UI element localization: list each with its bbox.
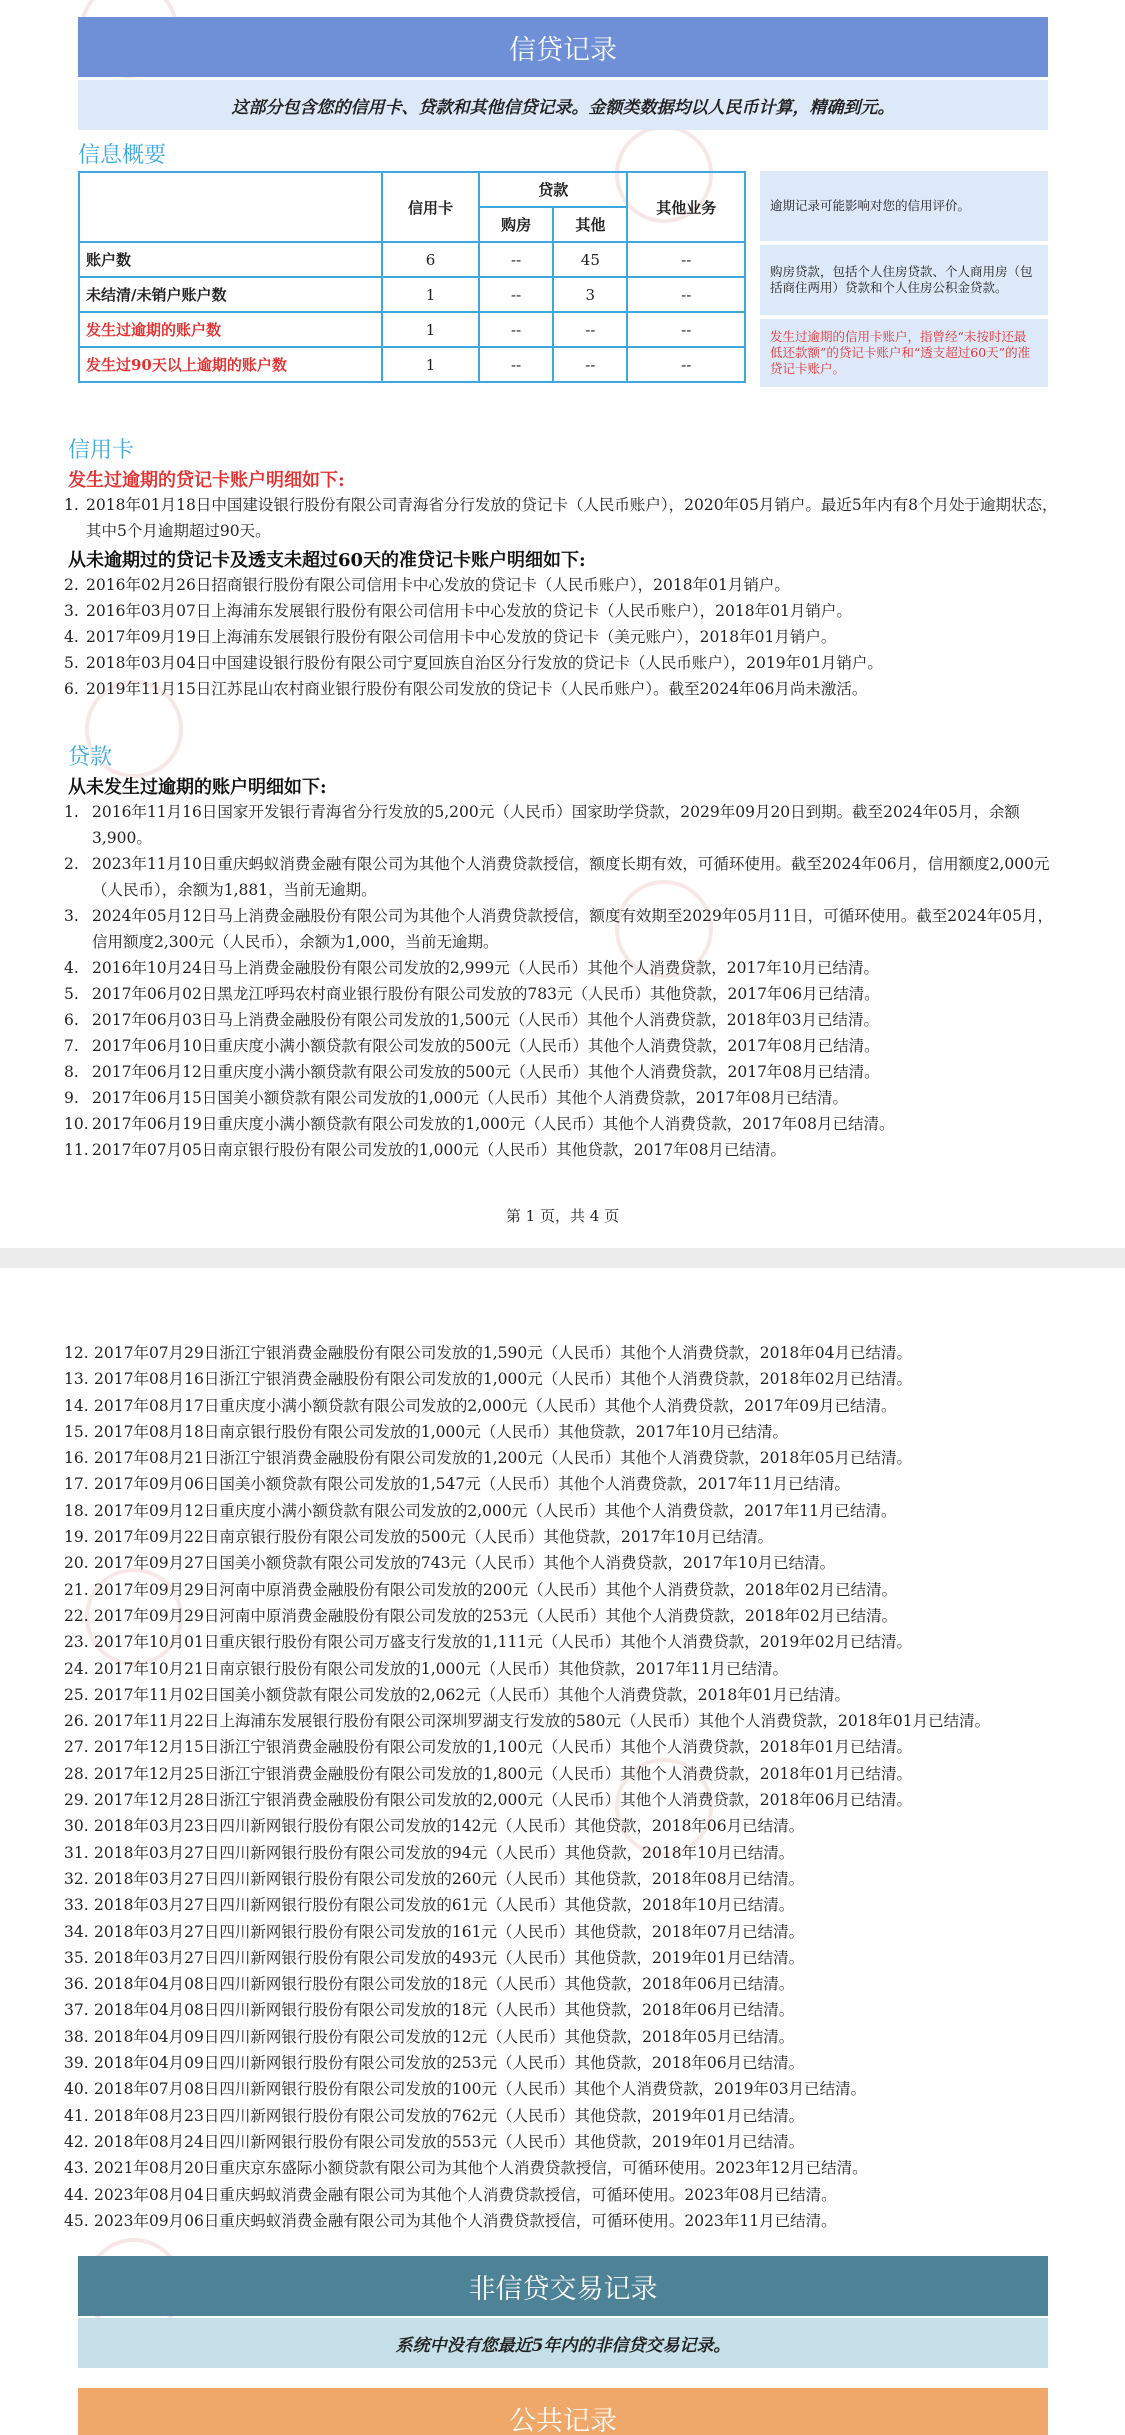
cell-other: -- [553, 347, 627, 382]
item-number: 24. [64, 1659, 89, 1678]
table-row [79, 312, 745, 347]
list-item [64, 1340, 1084, 1366]
item-text: 2017年12月28日浙江宁银消费金融股份有限公司发放的2,000元（人民币）其他个人消费贷款，2018年06月已结清。 [94, 1791, 912, 1810]
item-text: 2018年03月27日四川新网银行股份有限公司发放的493元（人民币）其他贷款，2019年01月已结清。 [94, 1948, 805, 1967]
item-number: 20. [64, 1554, 89, 1573]
item-number: 38. [64, 2027, 89, 2046]
item-text: 2018年03月04日中国建设银行股份有限公司宁夏回族自治区分行发放的贷记卡（人民币账户），2019年01月销户。 [86, 654, 883, 672]
list-item [64, 851, 1058, 903]
item-number: 31. [64, 1843, 89, 1862]
overview-note-house: 购房贷款，包括个人住房贷款、个人商用房（包括商住两用）贷款和个人住房公积金贷款。 [760, 245, 1048, 315]
list-item [64, 1945, 1084, 1971]
overdue-card-list [64, 492, 1058, 544]
item-text: 2017年06月15日国美小额贷款有限公司发放的1,000元（人民币）其他个人消费贷款，2017年08月已结清。 [92, 1089, 848, 1107]
item-text: 2017年09月12日重庆度小满小额贷款有限公司发放的2,000元（人民币）其他个人消费贷款，2017年11月已结清。 [94, 1501, 897, 1520]
item-number: 2. [64, 576, 79, 594]
item-number: 28. [64, 1764, 89, 1783]
list-item [64, 1892, 1084, 1918]
item-number: 16. [64, 1449, 89, 1468]
item-text: 2017年12月25日浙江宁银消费金融股份有限公司发放的1,800元（人民币）其他个人消费贷款，2018年01月已结清。 [94, 1764, 912, 1783]
item-number: 13. [64, 1370, 89, 1389]
row-label: 发生过90天以上逾期的账户数 [79, 347, 382, 382]
list-item [64, 1111, 1058, 1137]
list-item [64, 2155, 1084, 2181]
item-text: 2017年10月21日南京银行股份有限公司发放的1,000元（人民币）其他贷款，2017年11月已结清。 [94, 1659, 788, 1678]
list-item [64, 2103, 1084, 2129]
item-number: 8. [64, 1063, 79, 1081]
item-number: 18. [64, 1501, 89, 1520]
cell-card: 1 [382, 347, 479, 382]
list-item [64, 1813, 1084, 1839]
overview-table [78, 171, 746, 383]
list-item [64, 1471, 1084, 1497]
list-item [64, 1656, 1084, 1682]
list-item [64, 598, 1058, 624]
col-other: 其他 [553, 207, 627, 242]
credit-record-subtitle: 这部分包含您的信用卡、贷款和其他信贷记录。金额类数据均以人民币计算，精确到元。 [78, 80, 1048, 130]
overdue-card-heading: 发生过逾期的贷记卡账户明细如下: [68, 470, 345, 491]
item-number: 6. [64, 1011, 79, 1029]
list-item [64, 492, 1058, 544]
row-label: 未结清/未销户账户数 [79, 277, 382, 312]
item-number: 25. [64, 1685, 89, 1704]
list-item [64, 1524, 1084, 1550]
item-text: 2017年06月12日重庆度小满小额贷款有限公司发放的500元（人民币）其他个人消费贷款，2017年08月已结清。 [92, 1063, 880, 1081]
item-text: 2018年03月27日四川新网银行股份有限公司发放的260元（人民币）其他贷款，2018年08月已结清。 [94, 1869, 805, 1888]
item-text: 2023年09月06日重庆蚂蚁消费金融有限公司为其他个人消费贷款授信，可循环使用。2023年11月已结清。 [94, 2211, 837, 2230]
item-number: 21. [64, 1580, 89, 1599]
item-text: 2017年08月17日重庆度小满小额贷款有限公司发放的2,000元（人民币）其他个人消费贷款，2017年09月已结清。 [94, 1396, 897, 1415]
item-number: 12. [64, 1344, 89, 1362]
list-item [64, 1787, 1084, 1813]
list-item [64, 1059, 1058, 1085]
list-item [64, 1761, 1084, 1787]
col-credit-card: 信用卡 [382, 172, 479, 242]
list-item [64, 2182, 1084, 2208]
list-item [64, 1366, 1084, 1392]
cell-card: 1 [382, 277, 479, 312]
item-text: 2018年08月23日四川新网银行股份有限公司发放的762元（人民币）其他贷款，2019年01月已结清。 [94, 2106, 805, 2125]
col-house: 购房 [479, 207, 553, 242]
item-text: 2017年09月19日上海浦东发展银行股份有限公司信用卡中心发放的贷记卡（美元账户），2018年01月销户。 [86, 628, 837, 646]
item-number: 43. [64, 2159, 89, 2178]
item-number: 40. [64, 2080, 89, 2099]
list-item [64, 981, 1058, 1007]
item-number: 11. [64, 1141, 89, 1159]
item-number: 3. [64, 602, 79, 620]
item-text: 2017年09月22日南京银行股份有限公司发放的500元（人民币）其他贷款，2017年10月已结清。 [94, 1528, 774, 1547]
list-item [64, 572, 1058, 598]
item-number: 32. [64, 1869, 89, 1888]
row-label: 账户数 [79, 242, 382, 277]
item-number: 37. [64, 2001, 89, 2020]
item-number: 9. [64, 1089, 79, 1107]
normal-card-heading: 从未逾期过的贷记卡及透支未超过60天的准贷记卡账户明细如下: [68, 550, 586, 571]
list-item [64, 1866, 1084, 1892]
loan-list-continued [64, 1340, 1084, 2234]
list-item [64, 2050, 1084, 2076]
item-text: 2018年03月27日四川新网银行股份有限公司发放的61元（人民币）其他贷款，2018年10月已结清。 [94, 1896, 795, 1915]
cell-card: 1 [382, 312, 479, 347]
list-item [64, 2129, 1084, 2155]
item-text: 2021年08月20日重庆京东盛际小额贷款有限公司为其他个人消费贷款授信，可循环使用。2023年12月已结清。 [94, 2159, 868, 2178]
cell-house: -- [479, 312, 553, 347]
cell-other: 45 [553, 242, 627, 277]
item-number: 6. [64, 680, 79, 698]
list-item [64, 650, 1058, 676]
list-item [64, 903, 1058, 955]
item-number: 7. [64, 1037, 79, 1055]
item-number: 33. [64, 1896, 89, 1915]
cell-biz: -- [627, 277, 745, 312]
credit-record-banner: 信贷记录 [78, 17, 1048, 77]
cell-biz: -- [627, 242, 745, 277]
item-text: 2023年11月10日重庆蚂蚁消费金融有限公司为其他个人消费贷款授信，额度长期有效，可循环使用。截至2024年06月，信用额度2,000元（人民币），余额为1,881，当前无逾期。 [92, 855, 1050, 899]
item-number: 19. [64, 1528, 89, 1547]
cell-other: -- [553, 312, 627, 347]
item-number: 42. [64, 2132, 89, 2151]
item-number: 1. [64, 803, 79, 821]
list-item [64, 1603, 1084, 1629]
credit-card-title: 信用卡 [68, 438, 135, 463]
list-item [64, 1682, 1084, 1708]
item-text: 2018年03月27日四川新网银行股份有限公司发放的94元（人民币）其他贷款，2018年10月已结清。 [94, 1843, 795, 1862]
item-text: 2017年12月15日浙江宁银消费金融股份有限公司发放的1,100元（人民币）其他个人消费贷款，2018年01月已结清。 [94, 1738, 912, 1757]
item-number: 39. [64, 2054, 89, 2073]
report-page-2 [0, 1268, 1125, 2435]
item-text: 2018年08月24日四川新网银行股份有限公司发放的553元（人民币）其他贷款，2019年01月已结清。 [94, 2132, 805, 2151]
list-item [64, 2076, 1084, 2102]
item-text: 2017年11月22日上海浦东发展银行股份有限公司深圳罗湖支行发放的580元（人民币）其他个人消费贷款，2018年01月已结清。 [94, 1712, 991, 1731]
cell-card: 6 [382, 242, 479, 277]
item-number: 30. [64, 1817, 89, 1836]
list-item [64, 1445, 1084, 1471]
item-text: 2019年11月15日江苏昆山农村商业银行股份有限公司发放的贷记卡（人民币账户）。截至2024年06月尚未激活。 [86, 680, 868, 698]
item-number: 34. [64, 1922, 89, 1941]
item-number: 23. [64, 1633, 89, 1652]
item-text: 2016年03月07日上海浦东发展银行股份有限公司信用卡中心发放的贷记卡（人民币账户），2018年01月销户。 [86, 602, 852, 620]
overview-note-card: 发生过逾期的信用卡账户，指曾经“未按时还最低还款额”的贷记卡账户和“透支超过60天”的准贷记卡账户。 [760, 319, 1048, 387]
item-text: 2016年02月26日招商银行股份有限公司信用卡中心发放的贷记卡（人民币账户），2018年01月销户。 [86, 576, 790, 594]
item-text: 2017年06月03日马上消费金融股份有限公司发放的1,500元（人民币）其他个人消费贷款，2018年03月已结清。 [92, 1011, 879, 1029]
item-text: 2017年11月02日国美小额贷款有限公司发放的2,062元（人民币）其他个人消费贷款，2018年01月已结清。 [94, 1685, 850, 1704]
item-text: 2017年07月29日浙江宁银消费金融股份有限公司发放的1,590元（人民币）其他个人消费贷款，2018年04月已结清。 [94, 1344, 912, 1362]
loan-title: 贷款 [68, 745, 113, 770]
list-item [64, 1550, 1084, 1576]
non-credit-subtitle: 系统中没有您最近5年内的非信贷交易记录。 [78, 2318, 1048, 2368]
item-text: 2016年11月16日国家开发银行青海省分行发放的5,200元（人民币）国家助学贷款，2029年09月20日到期。截至2024年05月，余额3,900。 [92, 803, 1020, 847]
item-number: 36. [64, 1975, 89, 1994]
item-text: 2017年10月01日重庆银行股份有限公司万盛支行发放的1,111元（人民币）其他个人消费贷款，2019年02月已结清。 [94, 1633, 912, 1652]
table-row [79, 277, 745, 312]
list-item [64, 1085, 1058, 1111]
item-text: 2018年04月09日四川新网银行股份有限公司发放的12元（人民币）其他贷款，2018年05月已结清。 [94, 2027, 795, 2046]
cell-other: 3 [553, 277, 627, 312]
item-text: 2017年06月19日重庆度小满小额贷款有限公司发放的1,000元（人民币）其他个人消费贷款，2017年08月已结清。 [92, 1115, 895, 1133]
list-item [64, 2208, 1084, 2234]
list-item [64, 1577, 1084, 1603]
item-number: 4. [64, 959, 79, 977]
list-item [64, 1033, 1058, 1059]
item-number: 22. [64, 1606, 89, 1625]
item-number: 45. [64, 2211, 89, 2230]
item-text: 2017年06月10日重庆度小满小额贷款有限公司发放的500元（人民币）其他个人消费贷款，2017年08月已结清。 [92, 1037, 880, 1055]
item-number: 41. [64, 2106, 89, 2125]
list-item [64, 1919, 1084, 1945]
normal-card-list [64, 572, 1058, 702]
list-item [64, 1840, 1084, 1866]
list-item [64, 1708, 1084, 1734]
list-item [64, 1734, 1084, 1760]
item-text: 2018年04月08日四川新网银行股份有限公司发放的18元（人民币）其他贷款，2018年06月已结清。 [94, 1975, 795, 1994]
page-footer: 第 1 页，共 4 页 [505, 1207, 620, 1225]
item-number: 5. [64, 985, 79, 1003]
item-text: 2018年01月18日中国建设银行股份有限公司青海省分行发放的贷记卡（人民币账户），2020年05月销户。最近5年内有8个月处于逾期状态，其中5个月逾期超过90天。 [86, 496, 1058, 540]
item-number: 35. [64, 1948, 89, 1967]
table-row [79, 347, 745, 382]
table-corner [79, 172, 382, 242]
cell-house: -- [479, 347, 553, 382]
item-text: 2017年07月05日南京银行股份有限公司发放的1,000元（人民币）其他贷款，2017年08月已结清。 [92, 1141, 786, 1159]
item-text: 2017年09月06日国美小额贷款有限公司发放的1,547元（人民币）其他个人消费贷款，2017年11月已结清。 [94, 1475, 850, 1494]
item-number: 29. [64, 1791, 89, 1810]
list-item [64, 1007, 1058, 1033]
loan-list [64, 799, 1058, 1163]
item-number: 44. [64, 2185, 89, 2204]
item-number: 27. [64, 1738, 89, 1757]
list-item [64, 1419, 1084, 1445]
list-item [64, 624, 1058, 650]
list-item [64, 1498, 1084, 1524]
item-text: 2017年08月21日浙江宁银消费金融股份有限公司发放的1,200元（人民币）其他个人消费贷款，2018年05月已结清。 [94, 1449, 912, 1468]
loan-heading: 从未发生过逾期的账户明细如下: [68, 777, 327, 798]
item-number: 14. [64, 1396, 89, 1415]
list-item [64, 955, 1058, 981]
overview-title: 信息概要 [78, 143, 167, 168]
item-number: 10. [64, 1115, 89, 1133]
item-number: 1. [64, 496, 79, 514]
list-item [64, 1629, 1084, 1655]
item-text: 2018年04月09日四川新网银行股份有限公司发放的253元（人民币）其他贷款，2018年06月已结清。 [94, 2054, 805, 2073]
non-credit-banner: 非信贷交易记录 [78, 2256, 1048, 2316]
item-number: 5. [64, 654, 79, 672]
item-text: 2018年03月23日四川新网银行股份有限公司发放的142元（人民币）其他贷款，2018年06月已结清。 [94, 1817, 805, 1836]
table-row [79, 242, 745, 277]
item-text: 2023年08月04日重庆蚂蚁消费金融有限公司为其他个人消费贷款授信，可循环使用。2023年08月已结清。 [94, 2185, 837, 2204]
item-number: 26. [64, 1712, 89, 1731]
cell-biz: -- [627, 347, 745, 382]
list-item [64, 676, 1058, 702]
cell-biz: -- [627, 312, 745, 347]
public-record-banner: 公共记录 [78, 2388, 1048, 2435]
list-item [64, 799, 1058, 851]
item-text: 2018年04月08日四川新网银行股份有限公司发放的18元（人民币）其他贷款，2018年06月已结清。 [94, 2001, 795, 2020]
item-number: 2. [64, 855, 79, 873]
overview-note-overdue: 逾期记录可能影响对您的信用评价。 [760, 171, 1048, 241]
item-text: 2018年07月08日四川新网银行股份有限公司发放的100元（人民币）其他个人消费贷款，2019年03月已结清。 [94, 2080, 867, 2099]
list-item [64, 1997, 1084, 2023]
item-text: 2017年08月16日浙江宁银消费金融股份有限公司发放的1,000元（人民币）其他个人消费贷款，2018年02月已结清。 [94, 1370, 912, 1389]
row-label: 发生过逾期的账户数 [79, 312, 382, 347]
item-text: 2017年09月27日国美小额贷款有限公司发放的743元（人民币）其他个人消费贷款，2017年10月已结清。 [94, 1554, 836, 1573]
cell-house: -- [479, 277, 553, 312]
item-text: 2018年03月27日四川新网银行股份有限公司发放的161元（人民币）其他贷款，2018年07月已结清。 [94, 1922, 805, 1941]
item-number: 15. [64, 1422, 89, 1441]
item-text: 2024年05月12日马上消费金融股份有限公司为其他个人消费贷款授信，额度有效期至2029年05月11日，可循环使用。截至2024年05月，信用额度2,300元（人民币），余额为1,000，当前无逾期。 [92, 907, 1053, 951]
item-text: 2017年06月02日黑龙江呼玛农村商业银行股份有限公司发放的783元（人民币）其他贷款，2017年06月已结清。 [92, 985, 880, 1003]
col-other-business: 其他业务 [627, 172, 745, 242]
col-loan: 贷款 [479, 172, 627, 207]
item-number: 4. [64, 628, 79, 646]
item-text: 2017年08月18日南京银行股份有限公司发放的1,000元（人民币）其他贷款，2017年10月已结清。 [94, 1422, 788, 1441]
item-text: 2017年09月29日河南中原消费金融股份有限公司发放的200元（人民币）其他个人消费贷款，2018年02月已结清。 [94, 1580, 898, 1599]
list-item [64, 2024, 1084, 2050]
item-number: 3. [64, 907, 79, 925]
list-item [64, 1393, 1084, 1419]
item-number: 17. [64, 1475, 89, 1494]
item-text: 2016年10月24日马上消费金融股份有限公司发放的2,999元（人民币）其他个人消费贷款，2017年10月已结清。 [92, 959, 879, 977]
list-item [64, 1971, 1084, 1997]
item-text: 2017年09月29日河南中原消费金融股份有限公司发放的253元（人民币）其他个人消费贷款，2018年02月已结清。 [94, 1606, 898, 1625]
cell-house: -- [479, 242, 553, 277]
list-item [64, 1137, 1058, 1163]
